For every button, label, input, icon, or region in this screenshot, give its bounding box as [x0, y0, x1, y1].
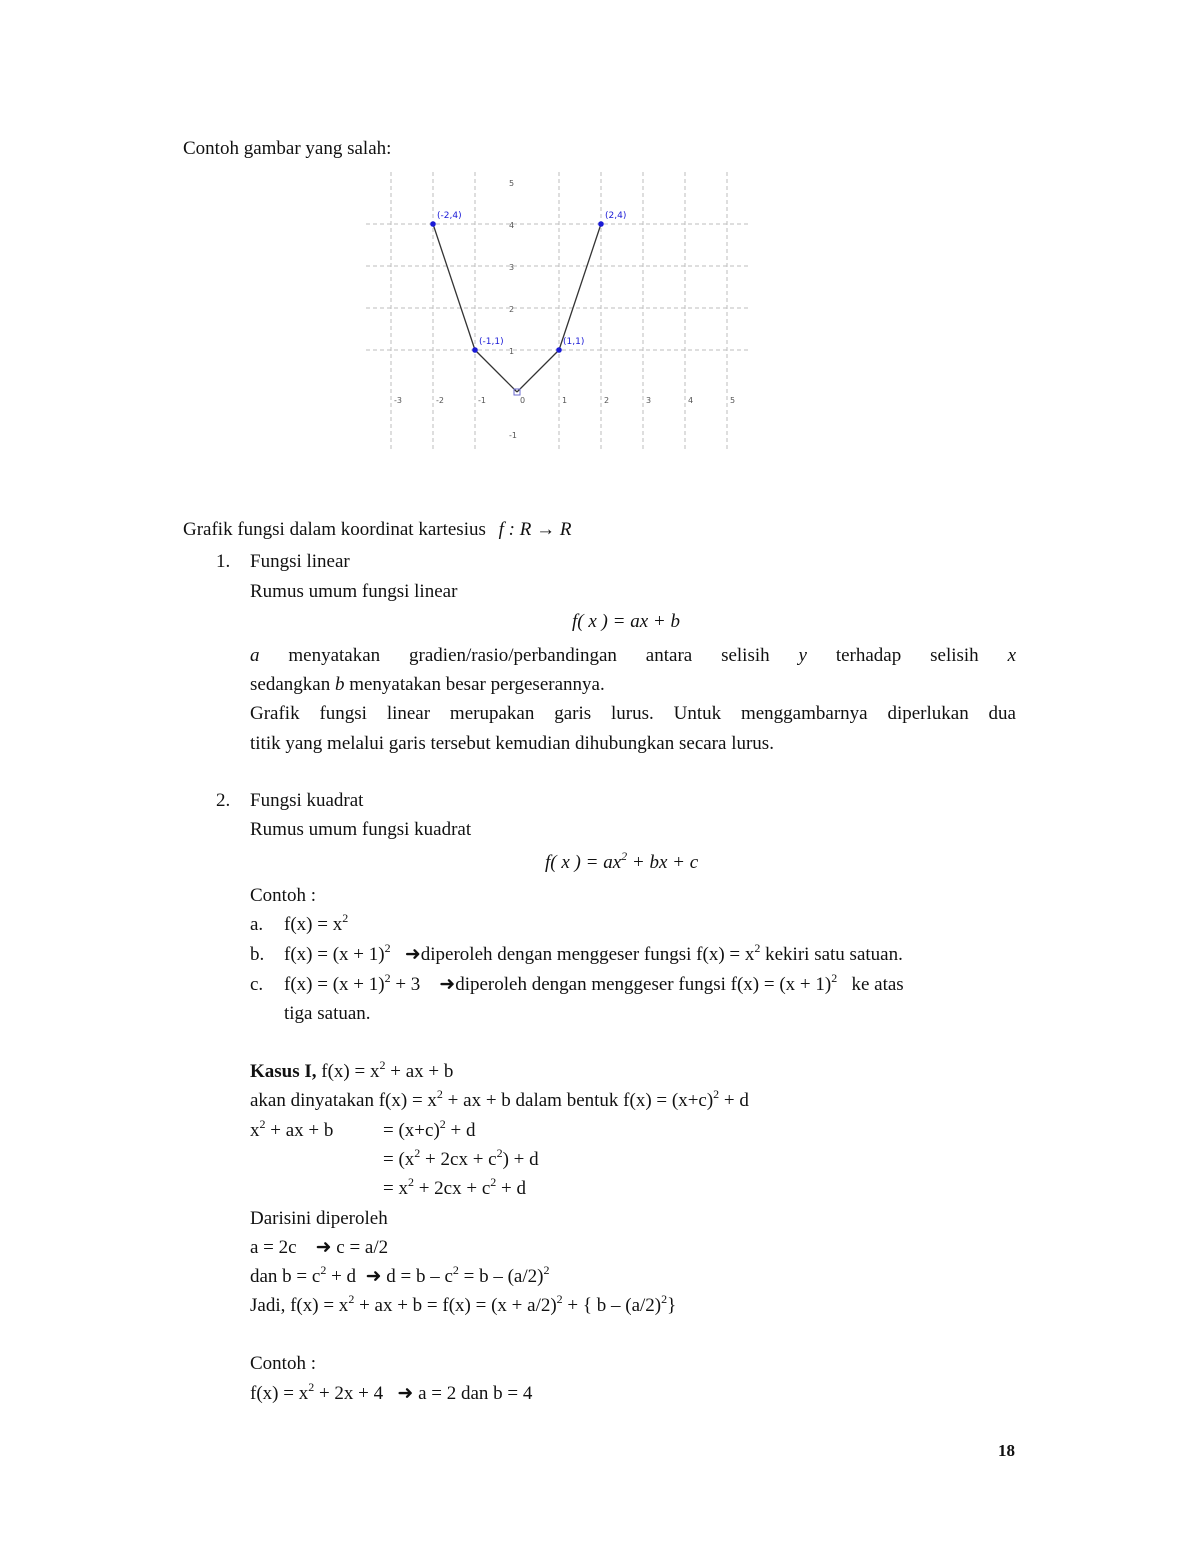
wrong-graph-figure [0, 0, 1200, 480]
section-heading [183, 520, 571, 539]
graph-segment [433, 224, 475, 350]
arrow-icon: ➜ [365, 1266, 382, 1287]
kasus-eq1-left: $x^2$ + ax + b [250, 1117, 334, 1141]
item2-number: 2. [216, 790, 231, 811]
kasus-d3: Jadi, $f(x) = x^2$ + ax + $b = f(x) = (x + a/2)^2$ + { b – $(a/2)^2$} [250, 1292, 677, 1316]
y-tick-label: -1 [509, 431, 517, 440]
kasus-contoh-label: Contoh : [250, 1353, 316, 1374]
y-tick-label: 3 [509, 263, 515, 272]
intro-text: Contoh gambar yang salah: [183, 138, 392, 159]
arrow-icon: ➜ [404, 944, 421, 965]
item1-paragraph2-line2: titik yang melalui garis tersebut kemudian dihubungkan secara lurus. [250, 733, 774, 754]
item2-c-text: $f(x) = (x + 1)^2 + 3$ ➜diperoleh dengan menggeser fungsi $f(x) = (x + 1)^2$ ke atas [284, 971, 904, 995]
x-tick-label: -2 [436, 396, 444, 405]
item2-c-text2: tiga satuan. [284, 1003, 371, 1024]
item2-b-label: b. [250, 944, 265, 965]
item2-a-text: $f(x) = x^2$ [284, 911, 349, 935]
x-tick-label: -3 [394, 396, 402, 405]
item2-c-label: c. [250, 974, 264, 995]
x-tick-label: -1 [478, 396, 486, 405]
kasus-contoh-eq: $f(x) = x^2 + 2x + 4$ ➜ a = 2 dan b = 4 [250, 1380, 533, 1404]
kasus-title: Kasus I, $f(x) = x^2$ + ax + b [250, 1058, 454, 1082]
item2-formula: f( x ) = $ax^2$ + bx + c [545, 849, 699, 873]
graph-point [556, 347, 562, 353]
graph-point-label: (-2,4) [437, 211, 462, 221]
item2-title: Fungsi kuadrat [250, 790, 364, 811]
kasus-d1: a = 2c ➜ c = a/2 [250, 1237, 389, 1258]
item1-paragraph1-line1: a menyatakan gradien/rasio/perbandingan antara selisih y terhadap selisih x [250, 645, 1016, 666]
graph-point [430, 221, 436, 227]
item1-paragraph2-line1: Grafik fungsi linear merupakan garis lurus. Untuk menggambarnya diperlukan dua [250, 703, 1016, 724]
kasus-eq1-right: = $(x+c)^2 + d$ [383, 1117, 476, 1141]
item1-paragraph1-line2: sedangkan b menyatakan besar pergeserannya. [250, 674, 605, 695]
kasus-line1: akan dinyatakan $f(x) = x^2$ + ax + b dalam bentuk $f(x) = (x+c)^2 + d$ [250, 1087, 749, 1111]
item2-b-text: $f(x) = (x + 1)^2$ ➜diperoleh dengan menggeser fungsi $f(x) = x^2$ kekiri satu satuan. [284, 941, 903, 965]
arrow-icon: ➜ [439, 974, 456, 995]
kasus-eq2-right: = $(x^2 + 2cx + c^2) + d$ [383, 1146, 539, 1170]
section-heading-text: Grafik fungsi dalam koordinat kartesius [183, 519, 486, 540]
y-tick-label: 1 [509, 347, 515, 356]
item2-contoh-label: Contoh : [250, 885, 316, 906]
x-tick-label: 3 [646, 396, 652, 405]
graph-point-label: (1,1) [563, 337, 585, 347]
arrow-icon: ➜ [315, 1237, 332, 1258]
section-heading-math: f : R → R [498, 519, 572, 540]
page-number: 18 [998, 1441, 1015, 1460]
item2-rumus-label: Rumus umum fungsi kuadrat [250, 819, 472, 840]
x-tick-label: 1 [562, 396, 568, 405]
y-tick-label: 4 [509, 221, 515, 230]
x-tick-label: 0 [520, 396, 526, 405]
graph-point-label: (-1,1) [479, 337, 504, 347]
x-tick-label: 4 [688, 396, 694, 405]
y-tick-label: 2 [509, 305, 515, 314]
item2-a-label: a. [250, 914, 264, 935]
kasus-eq3-right: = $x^2 + 2cx + c^2 + d$ [383, 1175, 526, 1199]
graph-point [472, 347, 478, 353]
graph-segment [475, 350, 517, 392]
graph-grid [366, 172, 748, 450]
graph-segment [559, 224, 601, 350]
x-tick-label: 2 [604, 396, 610, 405]
item1-title: Fungsi linear [250, 551, 350, 572]
graph-point-label: (2,4) [605, 211, 627, 221]
arrow-icon: ➜ [397, 1383, 414, 1404]
kasus-d2: dan $b = c^2 + d$ ➜ $d = b - c^2 = b - (a/2)^2$ [250, 1263, 550, 1287]
item1-number: 1. [216, 551, 231, 572]
graph-point [598, 221, 604, 227]
kasus-darisini: Darisini diperoleh [250, 1208, 388, 1229]
x-tick-label: 5 [730, 396, 736, 405]
y-tick-label: 5 [509, 179, 515, 188]
item1-formula: f( x ) = ax + b [572, 611, 680, 632]
graph-segment [517, 350, 559, 392]
item1-rumus-label: Rumus umum fungsi linear [250, 581, 458, 602]
